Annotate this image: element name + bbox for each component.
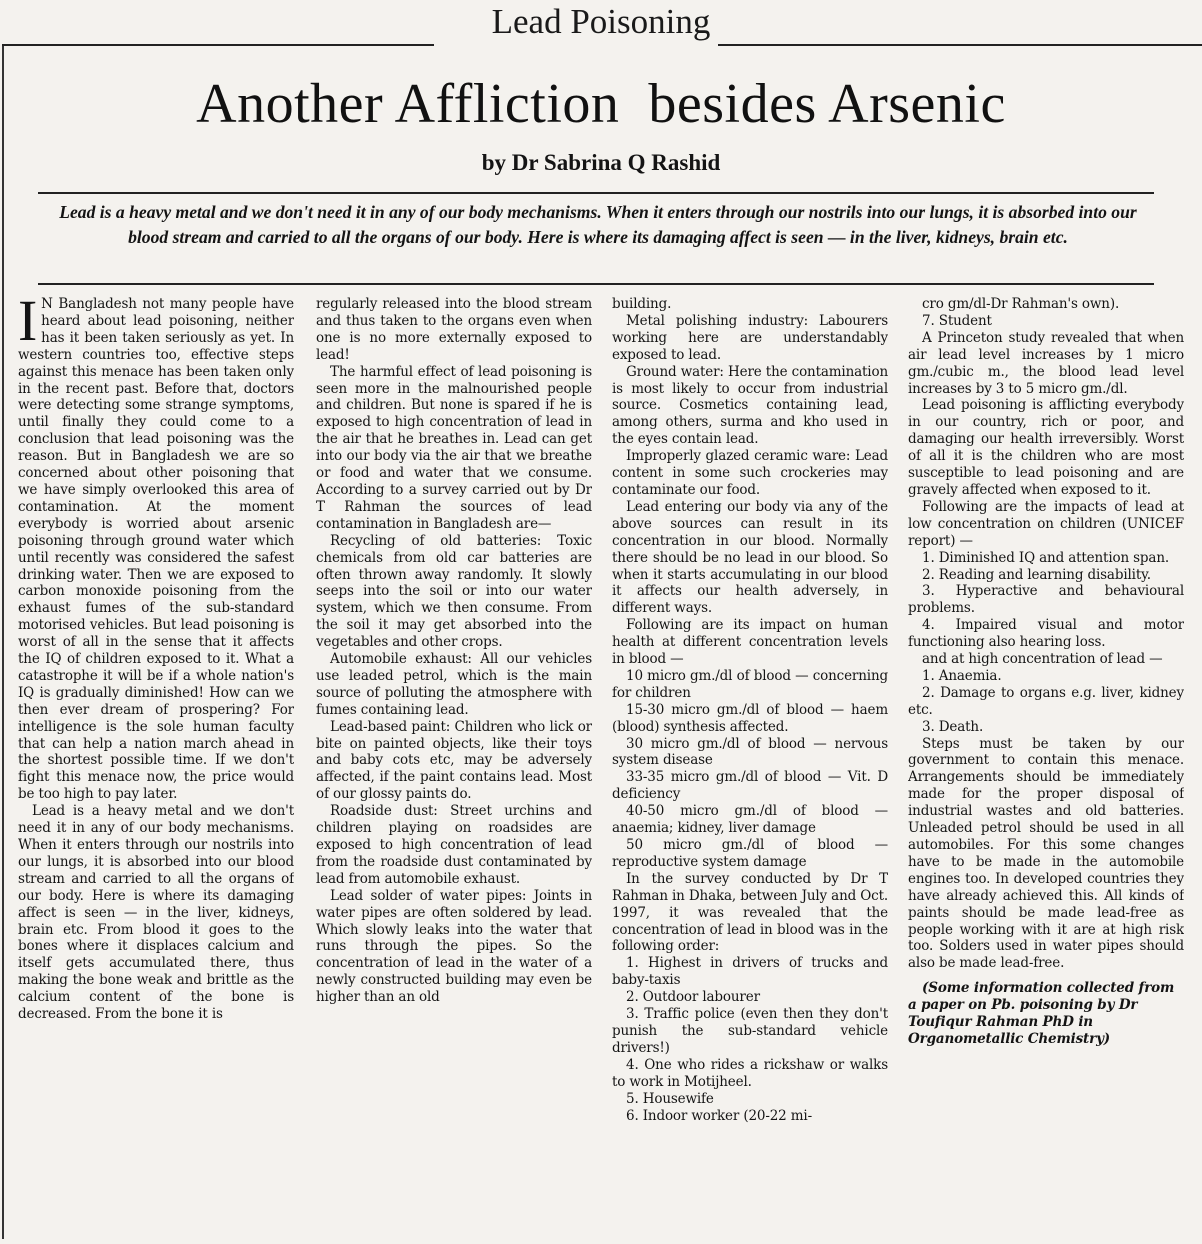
list-item: 2. Damage to organs e.g. liver, kidney etc. — [908, 684, 1184, 718]
list-item: 15-30 micro gm./dl of blood — haem (blood) synthesis affected. — [612, 701, 888, 735]
paragraph: Following are the impacts of lead at low concentration on children (UNICEF report) — — [908, 498, 1184, 549]
paragraph: Lead poisoning is afflicting everybody in our country, rich or poor, and damaging our health irreversibly. Worst of all it is the children who are most susceptible to lead poisoning and are gravely affected when exposed to it. — [908, 397, 1184, 498]
standfirst-top-rule — [38, 192, 1154, 194]
paragraph: Lead entering our body via any of the above sources can result in its concentration in our blood. Normally there should be no lead in our blood. So when it starts accumulating in our blood it affects our health adversely, in different ways. — [612, 498, 888, 617]
drop-cap: I — [18, 296, 38, 353]
paragraph: Roadside dust: Street urchins and children playing on roadsides are exposed to high concentration of lead from the roadside dust contaminated by lead from automobile exhaust. — [316, 803, 592, 887]
list-item: 5. Housewife — [626, 1090, 714, 1107]
list-item: 3. Hyperactive and behavioural problems. — [908, 583, 1184, 617]
paragraph: A Princeton study revealed that when air lead level increases by 1 micro gm./cubic m., the blood lead level increases by 3 to 5 micro gm./dl. — [908, 329, 1184, 397]
paragraph: Automobile exhaust: All our vehicles use leaded petrol, which is the main source of polluting the atmosphere with fumes containing lead. — [316, 651, 592, 718]
column-4 — [908, 296, 1184, 1228]
list-item: 2. Reading and learning disability. — [922, 566, 1151, 583]
list-item: 30 micro gm./dl of blood — nervous system disease — [612, 735, 888, 769]
list-item: 1. Anaemia. — [922, 667, 1002, 684]
article-body — [18, 296, 1186, 1228]
article-standfirst: Lead is a heavy metal and we don't need it in any of our body mechanisms. When it enters through our nostrils into our lungs, it is absorbed into our blood stream and carried to all the organs of our body. Here is where its damaging affect is seen — in the liver, kidneys, brain etc. — [59, 202, 1137, 247]
list-item: 3. Traffic police (even then they don't punish the sub-standard vehicle drivers!) — [612, 1006, 888, 1056]
paragraph: Ground water: Here the contamination is most likely to occur from industrial source. Cosmetics containing lead, among others, surma and kho used in the eyes contain lead. — [612, 363, 888, 448]
article-headline: Another Affliction besides Arsenic — [196, 73, 1006, 135]
paragraph: cro gm/dl-Dr Rahman's own). — [922, 296, 1120, 312]
list-item: 1. Highest in drivers of trucks and baby-taxis — [612, 955, 888, 989]
paragraph: Improperly glazed ceramic ware: Lead content in some such crockeries may contaminate our food. — [612, 448, 888, 498]
column-2 — [316, 296, 592, 1228]
list-item: 4. One who rides a rickshaw or walks to work in Motijheel. — [612, 1056, 888, 1090]
list-item: 40-50 micro gm./dl of blood —anaemia; kidney, liver damage — [612, 803, 888, 837]
standfirst-bottom-rule — [38, 283, 1154, 285]
list-item: 33-35 micro gm./dl of blood — Vit. D deficiency — [612, 769, 888, 803]
paragraph: building. — [612, 296, 672, 312]
paragraph: Following are its impact on human health at different concentration levels in blood — — [612, 617, 888, 668]
article-byline: by Dr Sabrina Q Rashid — [481, 150, 721, 175]
list-item: 1. Diminished IQ and attention span. — [922, 549, 1170, 566]
kicker-rule-left — [2, 44, 434, 46]
list-item: 2. Outdoor labourer — [626, 989, 760, 1006]
paragraph: Lead solder of water pipes: Joints in water pipes are often soldered by lead. Which slowly leaks into the water that runs through the pipes. So the concentration of lead in the water of a newly constructed building may even be higher than an old — [316, 887, 592, 1006]
paragraph: The harmful effect of lead poisoning is seen more in the malnourished people and children. But none is spared if he is exposed to high concentration of lead in the air that he breathes in. Lead can get into our body via the air that we breathe or food and water that we consume. According to a survey carried out by Dr T Rahman the sources of lead contamination in Bangladesh are— — [316, 363, 592, 532]
left-border-rule — [2, 44, 4, 1239]
paragraph: Steps must be taken by our government to contain this menace. Arrangements should be immediately made for the proper disposal of industrial wastes and old batteries. Unleaded petrol should be used in all automobiles. For this some changes have to be made in the automobile engines too. In developed countries they have already achieved this. All kinds of paints should be made lead-free as people working with it are at high risk too. Solders used in water pipes should also be made lead-free. — [908, 735, 1184, 972]
paragraph: Recycling of old batteries: Toxic chemicals from old car batteries are often thrown away randomly. It slowly seeps into the soil or into our water system, which we then consume. From the soil it may get absorbed into the vegetables and other crops. — [316, 532, 592, 651]
column-1 — [18, 296, 294, 1228]
list-item: 50 micro gm./dl of blood — reproductive system damage — [612, 837, 888, 870]
list-item: 10 micro gm./dl of blood — concerning for children — [612, 667, 888, 701]
paragraph: In the survey conducted by Dr T Rahman in Dhaka, between July and Oct. 1997, it was revealed that the concentration of lead in blood was in the following order: — [612, 870, 888, 955]
column-3 — [612, 296, 888, 1228]
paragraph: Lead-based paint: Children who lick or bite on painted objects, like their toys and baby cots etc, may be adversely affected, if the paint contains lead. Most of our glossy paints do. — [316, 718, 592, 803]
paragraph: Lead is a heavy metal and we don't need it in any of our body mechanisms. When it enters through our nostrils into our lungs, it is absorbed into our blood stream and carried to all the organs of our body. Here is where its damaging affect is seen — in the liver, kidneys, brain etc. From blood it goes to the bones where it displaces calcium and itself gets accumulated there, thus making the bone weak and brittle as the calcium content of the bone is decreased. From the bone it is — [18, 803, 294, 1023]
source-note: (Some information collected from a paper on Pb. poisoning by Dr Toufiqur Rahman PhD in Organometallic Chemistry) — [908, 980, 1175, 1047]
kicker-rule-right — [718, 44, 1202, 46]
section-kicker: Lead Poisoning — [491, 2, 711, 41]
paragraph: regularly released into the blood stream and thus taken to the organs even when one is no more externally exposed to lead! — [316, 296, 592, 363]
paragraph: N Bangladesh not many people have heard about lead poisoning, neither has it been taken seriously as yet. In western countries too, effective steps against this menace has been taken only in the recent past. Before that, doctors were detecting some strange symptoms, until finally they could come to a conclusion that lead poisoning was the reason. But in Bangladesh we are so concerned about other poisoning that we have simply overlooked this area of contamination. At the moment everybody is worried about arsenic poisoning through ground water which until recently was considered the safest drinking water. Then we are exposed to carbon monoxide poisoning from the exhaust fumes of the sub-standard motorised vehicles. But lead poisoning is worst of all in the sense that it affects the IQ of children exposed to it. What a catastrophe it will be if a whole nation's IQ is gradually diminished! How can we then ever dream of prospering? For intelligence is the sole human faculty that can help a nation march ahead in the shortest possible time. If we don't fight this menace now, the price would be too high to pay later. — [18, 296, 294, 803]
list-item: 7. Student — [922, 312, 992, 329]
paragraph: and at high concentration of lead — — [922, 651, 1163, 668]
list-item: 6. Indoor worker (20-22 mi- — [626, 1107, 812, 1124]
paragraph: Metal polishing industry: Labourers working here are understandably exposed to lead. — [612, 312, 888, 363]
list-item: 4. Impaired visual and motor functioning also hearing loss. — [908, 617, 1184, 651]
list-item: 3. Death. — [922, 718, 984, 735]
